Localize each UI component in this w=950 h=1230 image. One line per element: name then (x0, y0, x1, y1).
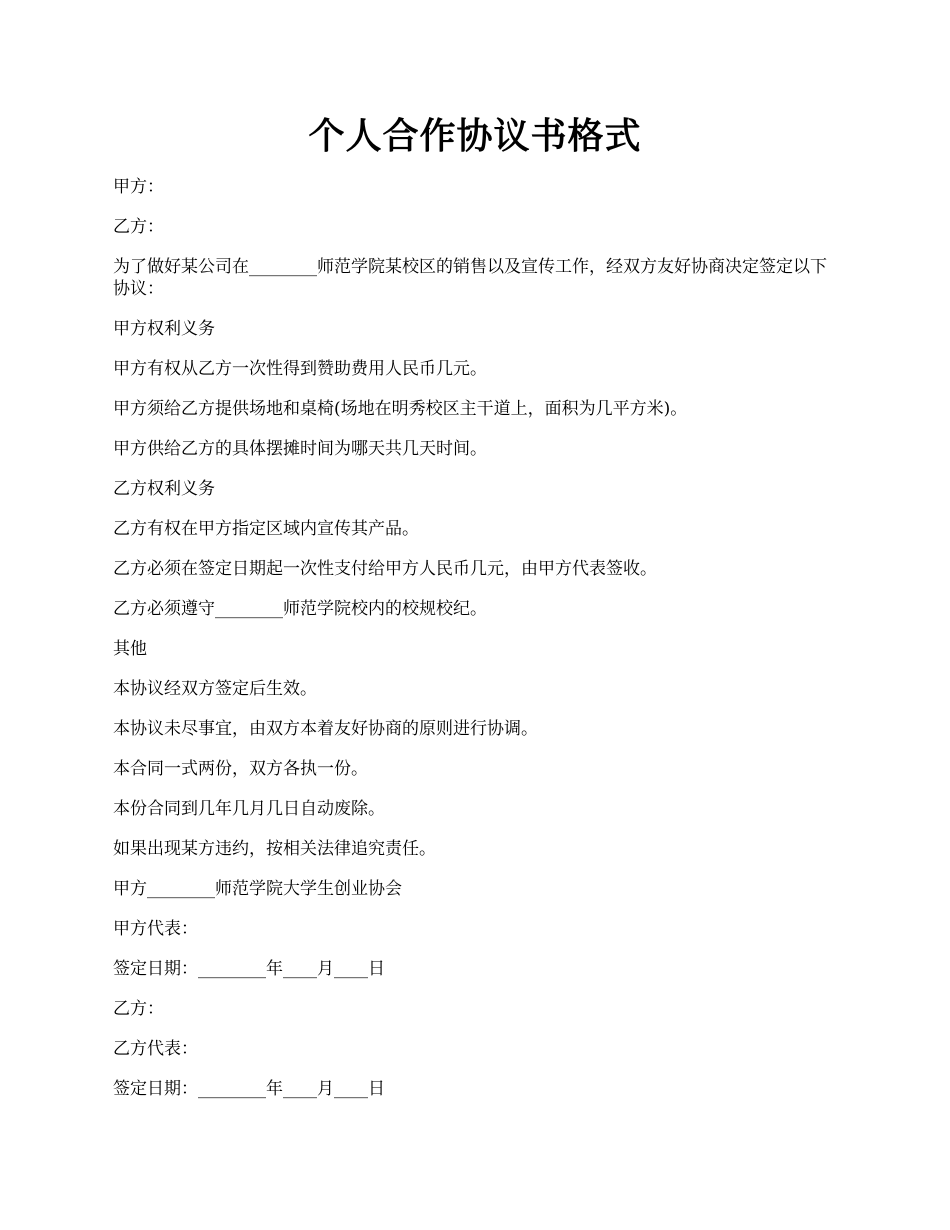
signature-party-b-date: 签定日期：________年____月____日 (113, 1079, 385, 1099)
clause-paragraph: 本合同一式两份，双方各执一份。 (113, 759, 368, 779)
signature-party-a-representative: 甲方代表： (113, 919, 198, 939)
clause-paragraph: 甲方有权从乙方一次性得到赞助费用人民币几元。 (113, 359, 487, 379)
clause-paragraph: 本份合同到几年几月几日自动废除。 (113, 799, 385, 819)
clause-paragraph: 如果出现某方违约，按相关法律追究责任。 (113, 839, 436, 859)
clause-paragraph: 甲方须给乙方提供场地和桌椅(场地在明秀校区主干道上，面积为几平方米)。 (113, 399, 688, 419)
clause-paragraph: 乙方有权在甲方指定区域内宣传其产品。 (113, 519, 419, 539)
clause-paragraph: 乙方必须遵守________师范学院校内的校规校纪。 (113, 599, 487, 619)
document-body (113, 176, 843, 1118)
party-a-line: 甲方： (113, 177, 164, 197)
signature-party-a-date: 签定日期：________年____月____日 (113, 959, 385, 979)
signature-party-a: 甲方________师范学院大学生创业协会 (113, 879, 402, 899)
preamble-paragraph: 为了做好某公司在________师范学院某校区的销售以及宣传工作，经双方友好协商决定签定以下协议： (113, 257, 827, 299)
clause-paragraph: 本协议经双方签定后生效。 (113, 679, 317, 699)
clause-paragraph: 本协议未尽事宜，由双方本着友好协商的原则进行协调。 (113, 719, 538, 739)
signature-party-b: 乙方： (113, 999, 164, 1019)
section-heading-other: 其他 (113, 639, 147, 659)
clause-paragraph: 乙方必须在签定日期起一次性支付给甲方人民币几元，由甲方代表签收。 (113, 559, 657, 579)
section-heading-party-b: 乙方权利义务 (113, 479, 215, 499)
section-heading-party-a: 甲方权利义务 (113, 319, 215, 339)
clause-paragraph: 甲方供给乙方的具体摆摊时间为哪天共几天时间。 (113, 439, 487, 459)
document-title: 个人合作协议书格式 (308, 115, 642, 157)
party-b-line: 乙方： (113, 217, 164, 237)
signature-party-b-representative: 乙方代表： (113, 1039, 198, 1059)
